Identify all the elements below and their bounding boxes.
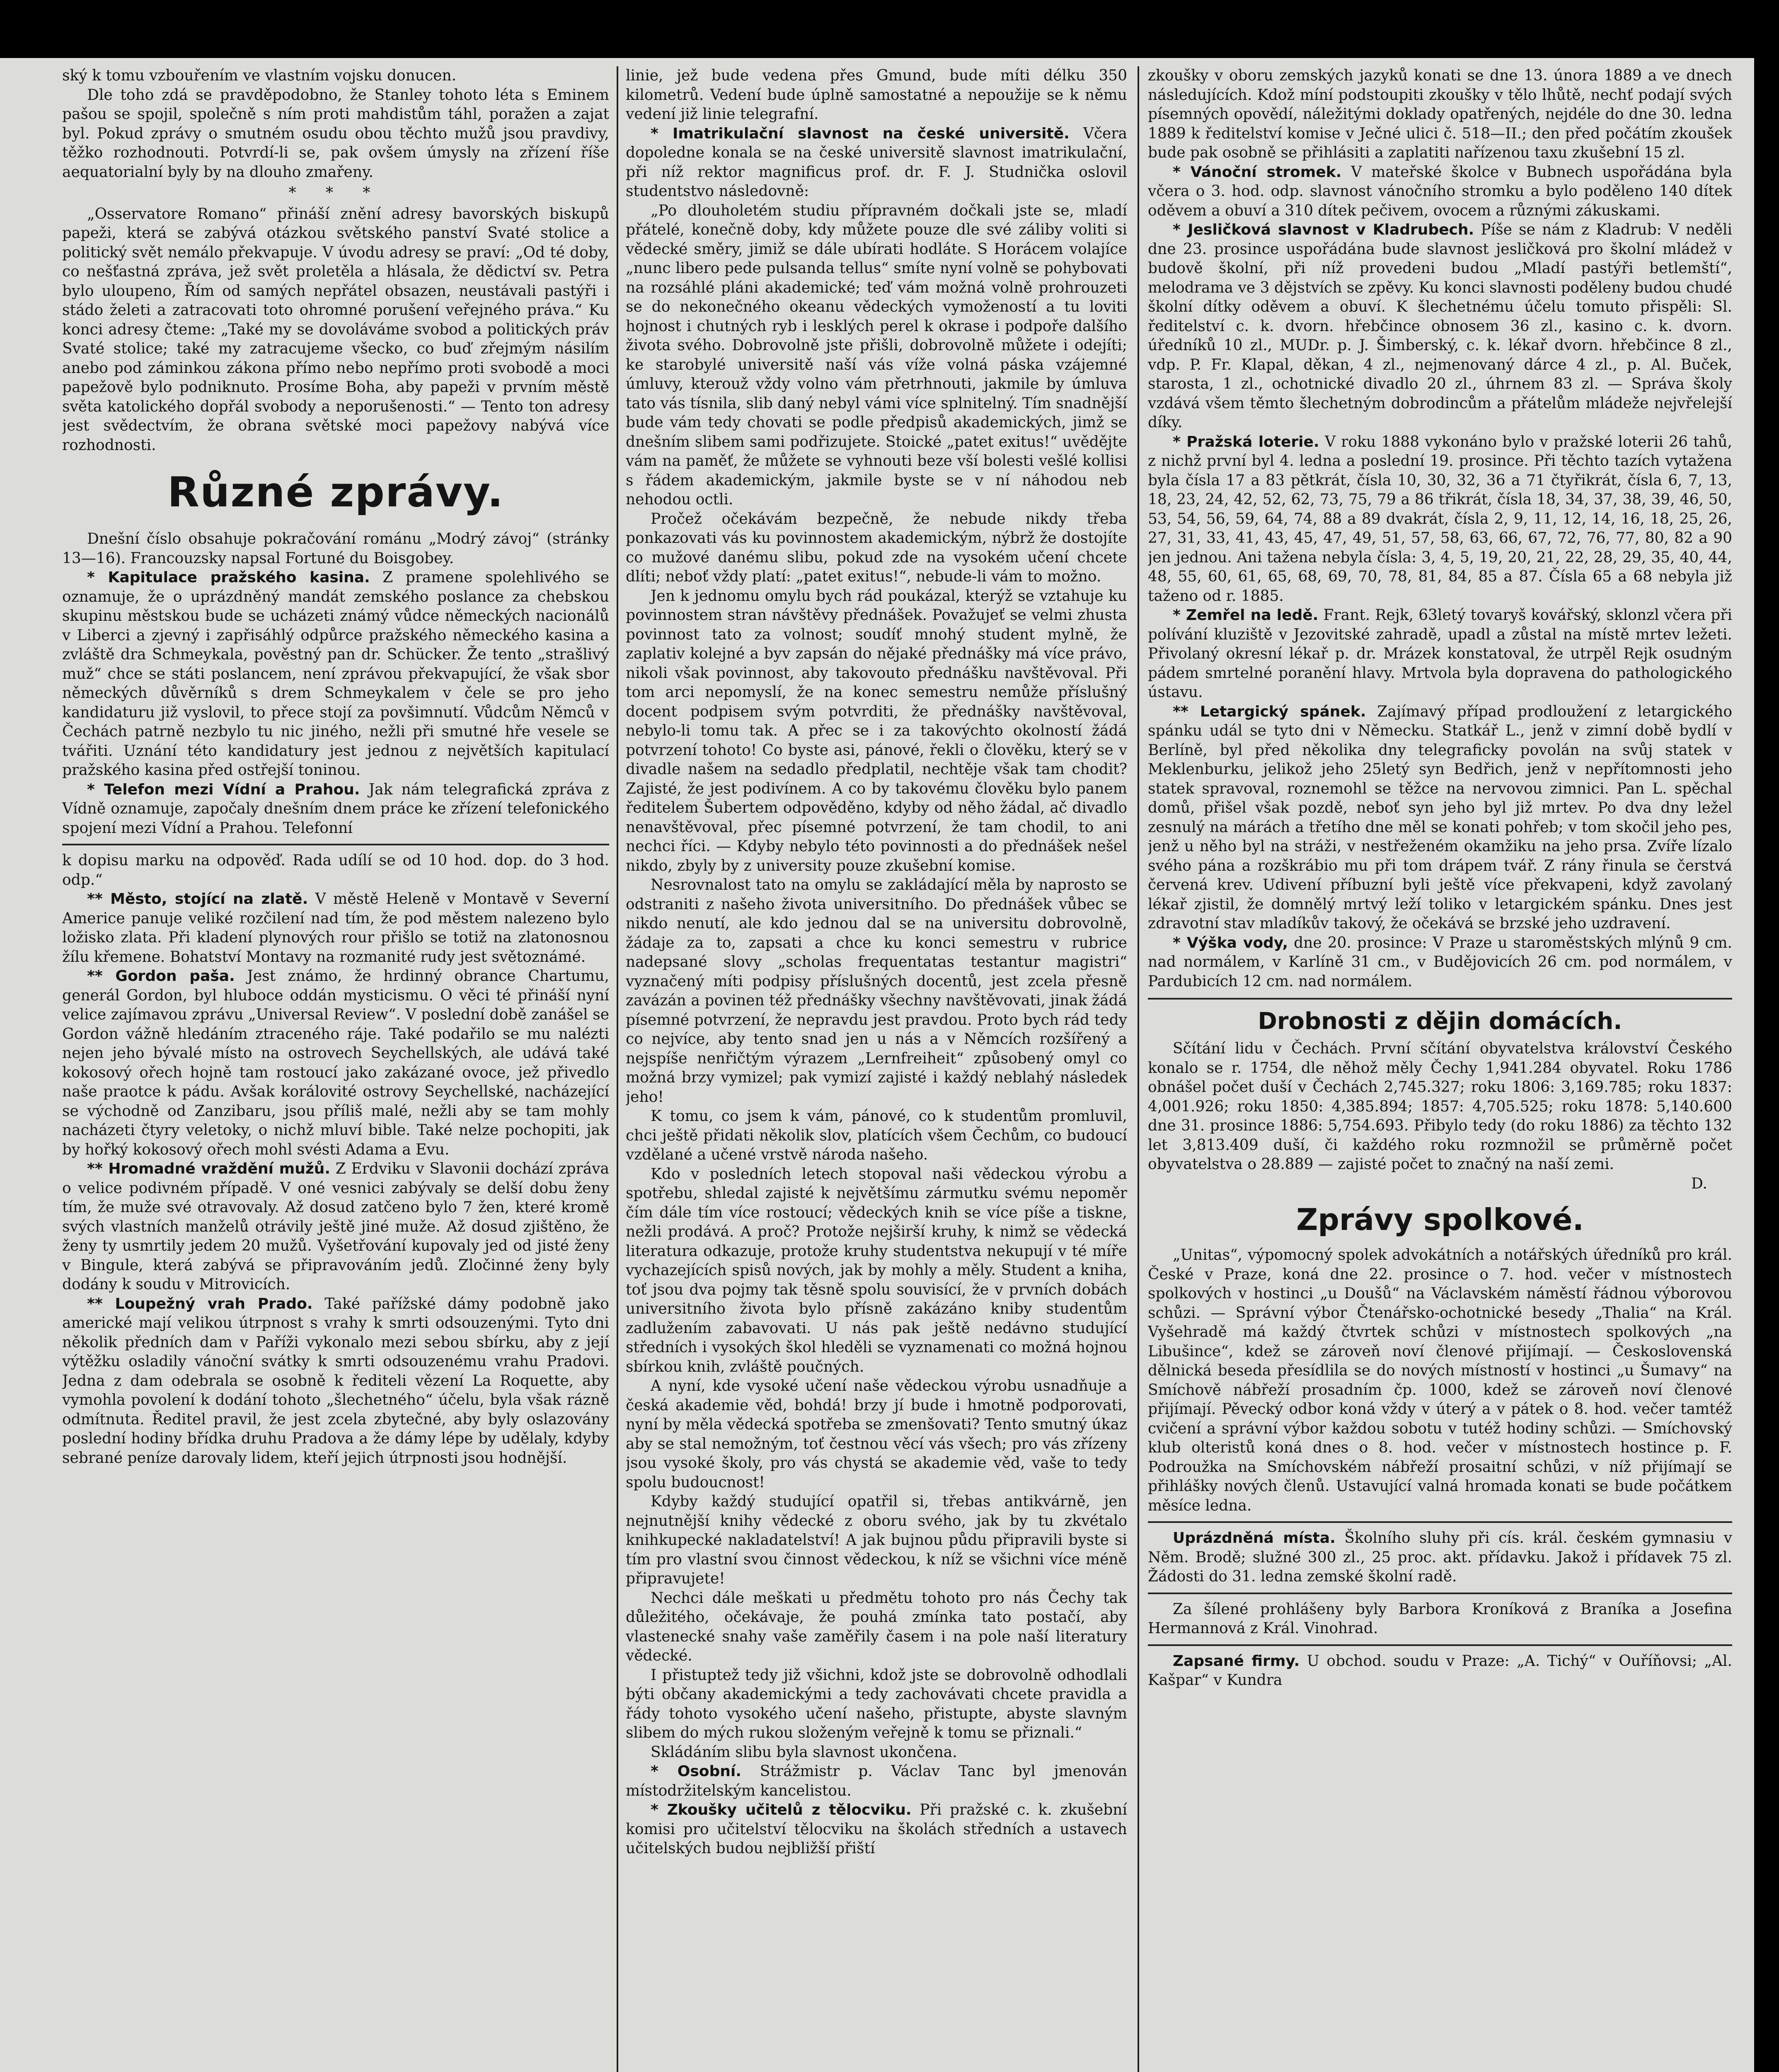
- section-heading: Zprávy spolkové.: [1296, 1202, 1584, 1237]
- news-item-title: ** Gordon paša.: [87, 968, 235, 985]
- news-item-title: * Kapitulace pražského kasina.: [87, 569, 370, 586]
- news-item: [1148, 220, 1732, 433]
- column-3: [1148, 66, 1732, 2072]
- news-item-title: * Vánoční stromek.: [1173, 163, 1342, 181]
- article-text: A nyní, kde vysoké učení naše vědeckou výrobu usnadňuje a česká akademie věd, bohdá! brzy jí bude i hmotně podporovati, nyní by měla vědecká spotřeba se zmenšovati? Tento smutný úkaz aby se stal nemožným, toť čestnou věcí vás všech; pro vás zřízeny jsou vysoké školy, pro vás chystá se akademie věd, vaše to tedy spolu budoucnost!: [626, 1377, 1127, 1491]
- news-item-text: V mateřské školce v Bubnech uspořádána byla včera o 3. hod. odp. slavnost vánočního stromku a bylo poděleno 140 dítek oděvem a obuví a 310 dítek pečivem, ovocem a různými zákuskami.: [1148, 163, 1732, 219]
- article-text: Kdo v posledních letech stopoval naši vědeckou výrobu a spotřebu, shledal zajisté k největšímu zármutku svému nepoměr čím dále tím více rostoucí; vědeckých knih se více píše a tiskne, nežli prodává. A proč? Protože nejširší kruhy, k nimž se vědecká literatura odkazuje, protože kruhy studentstva nekupují v té míře vychazejících spisů nových, jak by mohly a měly. Student a kniha, toť jsou dva pojmy tak těsně spolu souvisící, že v prvních dobách universitního života bylo přísně zakázáno kniby studentům zadlužením zabavovati. U nás pak ještě nedávno studující středních i vysokých škol hleděli se vyznamenati co možná hojnou sbírkou knih, zvláště poučných.: [626, 1165, 1127, 1375]
- news-item-title: * Zemřel na ledě.: [1173, 607, 1319, 624]
- article-text: Nesrovnalost tato na omylu se zakládající měla by naprosto se odstraniti z našeho života universitního. Do přednášek vůbec se nikdo nenutí, ale kdo jednou dal se na universitu dobrovolně, žádaje za to, zapsati a chce ku konci semestru v rubrice nadepsané slovy „scholas frequentatas testantur magistri“ vyznačený míti podpisy příslušných docentů, jest zcela přesně zavázán a povinen též přednášky všechny navštěvovati, jinak žádá písemné potvrzení, že nepravdu jest pravdou. Proto bych rád tedy co nejvíce, aby tento snad jen u nás a v Němcích rozšířený a nejspíše nenřičtým výrazem „Lernfreiheit“ způsobený omyl co možná brzy vymizel; pak vymizí zajisté i každý neblahý následek jeho!: [626, 876, 1127, 1106]
- news-item-text: Také pařížské dámy podobně jako americké mají velikou útrpnost s vrahy k smrti odsouzenými. Tyto dni několik předních dam v Paříži vykonalo mezi sebou sbírku, aby z její výtěžku osladily vánoční svátky k smrti odsouzenému vrahu Pradovi. Jedna z dam odebrala se osobně k řediteli vězení La Roquette, aby vymohla povolení k dodání tohoto „šlechetného“ účelu, byla však rázně odmítnuta. Ředitel pravil, že jest zcela zbytečné, aby byly oslazovány poslední hodiny břídka druhu Pradova a že dámy lépe by udělaly, kdyby sebrané peníze darovaly lidem, kteří jejich útrpnosti jsou hodnější.: [62, 1295, 609, 1467]
- scan-border-top: [0, 0, 1779, 58]
- article-text: Sčítání lidu v Čechách. První sčítání obyvatelstva království Českého konalo se r. 1754, dle něhož měly Čechy 1,941.284 obyvatel. Roku 1786 obnášel počet duší v Čechách 2,745.327; roku 1806: 3,169.785; roku 1837: 4,001.926; roku 1850: 4,385.894; 1857: 4,705.525; roku 1878: 5,140.600 dne 31. prosince 1886: 5,754.693. Přibylo tedy (do roku 1886) za těchto 132 let 3,813.409 duší, či každého roku rozmnožil se průměrně počet obyvatelstva o 28.889 — zajisté počet to značný na naší zemi.: [1148, 1040, 1732, 1173]
- news-item-title: * Výška vody,: [1173, 934, 1288, 951]
- news-item-text: Včera dopoledne konala se na české universitě slavnost imatrikulační, při níž rektor magnificus prof. dr. F. J. Studnička oslovil studentstvo následovně:: [626, 125, 1127, 200]
- news-item: [1148, 433, 1732, 606]
- news-item: [62, 568, 609, 780]
- article-text: „Po dlouholetém studiu přípravném dočkali jste se, mladí přátelé, konečně doby, kdy můžete pouze dle své záliby voliti si vědecké směry, jimiž se dále ubírati hodláte. S Horácem volajíce „nunc libero pede pulsanda tellus“ smíte nyní volně se pohybovati na rozsáhlé pláni akademické; teď vám možná volně prohrouzeti se do nekonečného okeanu vědeckých vymožeností a tu loviti hojnost i chutných ryb i lesklých perel k okrase i podpoře dalšího života svého. Dobrovolně jste přišli, dobrovolně můžete i odejíti; ke starobylé universitě naší vás víže volná páska vzájemné úmluvy, kterouž vždy volno vám přetrhnouti, jakmile by úmluva tato vás tísnila, slib daný nebyl vámi více splnitelný. Tím snadnější bude vám tedy chovati se podle předpisů akademických, jimž se dnešním slibem sami podřizujete. Stoické „patet exitus!“ uvědějte vám na paměť, že můžete se vyhnouti beze vší bolesti vešlé kollisi s řádem akademickým, jakmile byste se v ní náhodou neb nehodou octli.: [626, 202, 1127, 508]
- news-item-title: ** Město, stojící na zlatě.: [87, 891, 308, 908]
- column-rule-1: [617, 66, 618, 2072]
- separator-stars: * * *: [288, 184, 383, 201]
- news-item: [1148, 934, 1732, 992]
- article-text: Dnešní číslo obsahuje pokračování románu „Modrý závoj“ (stránky 13—16). Francouzsky napsal Fortuné du Boisgobey.: [62, 530, 609, 567]
- article-text: Za šílené prohlášeny byly Barbora Kroníková z Braníka a Josefina Hermannová z Král. Vinohrad.: [1148, 1600, 1732, 1637]
- news-item: [626, 124, 1127, 201]
- news-item: [62, 780, 609, 838]
- divider: [1148, 1593, 1732, 1594]
- news-item: [626, 1762, 1127, 1801]
- news-item-title: ** Letargický spánek.: [1173, 703, 1366, 720]
- news-item-title: Uprázdněná místa.: [1173, 1530, 1336, 1547]
- divider: [1148, 998, 1732, 1000]
- news-item-text: V městě Heleně v Montavě v Severní Americe panuje veliké rozčilení nad tím, že pod městem nalezeno bylo ložisko zlata. Při kladení plynových rour přišlo se totiž na zlatonosnou žílu křemene. Bohatství Montavy na rozmanité rudy jest světoznámé.: [62, 891, 609, 966]
- news-item: [1148, 1652, 1732, 1690]
- news-item: [62, 890, 609, 967]
- news-item-title: * Pražská loterie.: [1173, 433, 1319, 450]
- divider: [62, 844, 609, 845]
- news-item-title: * Imatrikulační slavnost na české universitě.: [651, 125, 1070, 142]
- column-2: [626, 66, 1127, 2072]
- news-item-text: Z Erdviku v Slavonii dochází zpráva o velice podivném případě. V oné vesnici zabývaly se delší dobu ženy tím, že muže své otravovaly. Až dosud zatčeno bylo 7 žen, které kromě svých vlastních manželů otrávily ještě jiné muže. Až dosud zjištěno, že ženy ty usmrtily jedem 20 mužů. Vyšetřování kupovaly jed od jisté ženy v Bingule, která zabývá se připravováním jedů. Zločinné ženy byly dodány k soudu v Mitrovicích.: [62, 1160, 609, 1293]
- column-1: [62, 66, 609, 2072]
- news-item: [1148, 702, 1732, 934]
- divider: [1148, 1644, 1732, 1646]
- news-item: [626, 1801, 1127, 1859]
- news-item-title: Zapsané firmy.: [1173, 1652, 1300, 1670]
- news-item-title: * Osobní.: [651, 1763, 741, 1780]
- news-item-text: Z pramene spolehlivého se oznamuje, že o uprázdněný mandát zemského poslance za chebskou skupinu městskou bude se ucházeti známý vůdce německých nacionálů v Liberci a zjevný i zapřisáhlý odpůrce pražského německého kasina a zvláště dra Schmeykala, pověstný pan dr. Schücker. Že tento „strašlivý muž“ chce se státi poslancem, není zprávou překvapující, že však sbor německých důvěrníků s drem Schmeykalem v čele se pro jeho kandidaturu již vyslovil, to přece stojí za povšimnutí. Vůdcům Němců v Čechách patrně nezbylo tu nic jiného, nežli při smutné hře vesele se tvářiti. Uznání této kandidatury jest jednou z největších kapitulací pražského kasina před ostřejší toninou.: [62, 569, 609, 779]
- article-text: K tomu, co jsem k vám, pánové, co k studentům promluvil, chci ještě přidati několik slov, platících všem Čechům, co budoucí vzdělané a učené vrstvě národa našeho.: [626, 1108, 1127, 1163]
- article-text: Jen k jednomu omylu bych rád poukázal, kterýž se vztahuje ku povinnostem stran návštěvy přednášek. Považujeť se velmi zhusta povinnost tato za volnost; soudíť mnohý student mylně, že zaplativ kolejné a byv zapsán do nějaké přednášky má více právo, nikoli však povinnost, aby takovouto přednášku navštěvoval. Při tom arci nepomyslí, že na konec semestru nemůže příslušný docent podpisem svým potvrditi, že přednášky navštěvoval, nebylo-li tomu tak. A přec se i za takovýchto okolností žádá potvrzení tohoto! Co byste asi, pánové, řekli o člověku, který se v divadle našem na sedadlo předplatil, nechtěje však tam chodit? Zajisté, že jest podivínem. A co by takovému člověku bylo panem ředitelem Šubertem odpověděno, kdyby od něho žádal, ač divadlo nenavštěvoval, přec písemné potvrzení, že tam chodil, to ani nechci říci. — Kdyby nebylo této povinnosti a do přednášek nešel nikdo, zbyly by z university pouze zkušební komise.: [626, 587, 1127, 874]
- article-text: Skládáním slibu byla slavnost ukončena.: [651, 1743, 957, 1761]
- news-item-text: Při pražské c. k. zkušební komisi pro učitelství tělocviku na školách středních a ustavech učitelských budou nejbližší přiští: [626, 1801, 1127, 1857]
- news-item-text: dne 20. prosince: V Praze u staroměstských mlýnů 9 cm. nad normálem, v Karlíně 31 cm., v Budějovicích 26 cm. pod normálem, v Pardubicích 12 cm. nad normálem.: [1148, 934, 1732, 990]
- divider: [1148, 1521, 1732, 1523]
- news-item-text: Zajímavý případ prodloužení z letargického spánku udál se tyto dni v Německu. Statkář L., jenž v zimní době bydlí v Berlíně, byl před několika dny telegraficky povolán na svůj statek v Meklenburku, jelikož jeho 25letý syn Bedřich, jenž v nepřítomnosti jeho statek spravoval, roznemohl se těžce na nervovou zimnici. Pan L. spěchal domů, přišel však pozdě, neboť syn jeho byl již mrtev. Po dva dny ležel zesnulý na márách a třetího dne měl se konati pohřeb; v tom skočil jeho pes, jenž u něho byl na stráži, v nestřeženém okamžiku na jeho prsa. Zvíře lízalo svého pána a rozškrábio mu při tom drápem tvář. Z rány řinula se čerstvá červená krev. Udivení příbuzní byli ještě více překvapeni, když zavolaný lékař zjistil, že domnělý mrtvý leží toliko v letargickém spánku. Dnes jest zdravotní stav mladíkův takový, že očekává se brzské jeho uzdravení.: [1148, 703, 1732, 932]
- article-text: Dle toho zdá se pravděpodobno, že Stanley tohoto léta s Eminem pašou se spojil, společně s ním proti mahdistům táhl, poražen a zajat byl. Pokud zprávy o smutném osudu obou těchto mužů jsou pravdivy, těžko rozhodnouti. Potvrdí-li se, pak ovšem úmysly na zřízení říše aequatorialní byly by na dlouho zmařeny.: [62, 86, 609, 181]
- article-text: „Osservatore Romano“ přináší znění adresy bavorských biskupů papeži, která se zabývá otázkou světského panství Svaté stolice a politický svět nemálo překvapuje. V úvodu adresy se praví: „Od té doby, co nešťastná zpráva, jež svět proletěla a hlásala, že dědictví sv. Petra bylo uloupeno, Řím od samých nepřátel obsazen, neustávali pastýři i stádo želeti a zatracovati toto ohromné porušení veřejného práva.“ Ku konci adresy čteme: „Také my se dovoláváme svobod a politických práv Svaté stolice; také my zatracujeme všecko, co buď zřejmým násilím anebo pod záminkou zákona přímo nebo nepřímo proti svobodě a moci papežově bylo podniknuto. Prosíme Boha, aby papeži v prvním městě světa katolického dopřál svobody a neporušenosti.“ — Tento ton adresy jest svědectvím, že obrana světské moci papežovy nabývá více rozhodnosti.: [62, 205, 609, 454]
- news-item-text: Strážmistr p. Václav Tanc byl jmenován místodržitelským kancelistou.: [626, 1763, 1127, 1799]
- article-text: I přistuptež tedy již všichni, kdož jste se dobrovolně odhodlali býti občany akademickými a tedy zachovávati chcete pravidla a řády tohoto vysokého učení našeho, přistupte, abyste slavným slibem do mých rukou složeným veřejně k tomu se přiznali.“: [626, 1666, 1127, 1741]
- article-text: zkoušky v oboru zemských jazyků konati se dne 13. února 1889 a ve dnech následujících. Kdož míní podstoupiti zkoušky v tělo lhůtě, nechť podají svých písemných opovědí, náležitými doklady opatřených, nejdéle do dne 30. ledna 1889 k ředitelství komise v Ječné ulici č. 518—II.; den před počátím zkoušek bude pak osobně se přihlásiti a zaplatiti nařízenou taxu zkušební 15 zl.: [1148, 67, 1732, 161]
- news-item-title: * Zkoušky učitelů z tělocviku.: [651, 1801, 912, 1818]
- news-item: [62, 1159, 609, 1295]
- news-item-title: * Jesličková slavnost v Kladrubech.: [1173, 221, 1474, 238]
- scan-border-right: [1754, 0, 1779, 2072]
- article-text: k dopisu marku na odpověď. Rada udílí se od 10 hod. dop. do 3 hod. odp.“: [62, 852, 609, 888]
- signature: D.: [1691, 1175, 1707, 1192]
- news-item: [1148, 606, 1732, 702]
- article-text: linie, jež bude vedena přes Gmund, bude míti délku 350 kilometrů. Vedení bude úplně samostatné a nepoužije se k němu vedení již linie telegrafní.: [626, 67, 1127, 123]
- column-rule-2: [1138, 66, 1139, 2072]
- article-text: Pročež očekávám bezpečně, že nebude nikdy třeba ponkazovati vás ku povinnostem akademickým, nýbrž že dostojíte co mužové danému slibu, pokud zde na vysokém učení chcete dlíti; neboť vždy platí: „patet exitus!“, nebude-li vám to možno.: [626, 510, 1127, 585]
- news-item-title: ** Loupežný vrah Prado.: [87, 1295, 313, 1312]
- news-item-text: Jest známo, že hrdinný obrance Chartumu, generál Gordon, byl hluboce oddán mysticismu. O věci té přináší nyní velice zajímavou zprávu „Universal Review“. V poslední době zanášel se Gordon vážně hledáním ztraceného ráje. Také podařilo se mu nalézti nejen jeho bývalé místo na ostrovech Seychellských, ale udává také kokosový ořech hojně tam rostoucí jako zakázané ovoce, jež přivedlo naše praotce k pádu. Avšak korálovité ostrovy Seychellské, nacházející se východně od Zanzibaru, jsou příliš malé, nežli aby se tam mohly nacházeti čtyry veletoky, o nichž mluví bible. Také nelze pochopiti, jak by hořký kokosový ořech mohl svésti Adama a Evu.: [62, 968, 609, 1158]
- news-item-title: ** Hromadné vraždění mužů.: [87, 1160, 331, 1177]
- news-item-text: Píše se nám z Kladrub: V neděli dne 23. prosince uspořádána bude slavnost jesličková pro školní mládež v budově školní, při níž provedeni budou „Mladí pastýři betlemští“, melodrama ve 3 dějstvích se zpěvy. Ku konci slavnosti poděleny budou chudé školní dítky oděvem a obuví. K šlechetnému účelu tomuto přispěli: Sl. ředitelství c. k. dvorn. hřebčince obnosem 36 zl., kasino c. k. dvorn. úředníků 10 zl., MUDr. p. J. Šimberský, c. k. lékař dvorn. hřebčince 8 zl., vdp. P. Fr. Klapal, děkan, 4 zl., nejmenovaný dárce 4 zl., p. Al. Buček, starosta, 1 zl., ochotnické divadlo 20 zl., úhrnem 83 zl. — Správa školy vzdává všem těmto šlechetným dobrodincům a přátelům mládeže nejvřelejší díky.: [1148, 221, 1732, 431]
- article-text: ský k tomu vzbouřením ve vlastním vojsku donucen.: [62, 67, 457, 84]
- news-item-title: * Telefon mezi Vídní a Prahou.: [87, 781, 360, 798]
- news-item: [1148, 1529, 1732, 1587]
- article-text: „Unitas“, výpomocný spolek advokátních a notářských úředníků pro král. České v Praze, koná dne 22. prosince o 7. hod. večer v místnostech spolkových v hostinci „u Doušů“ na Václavském náměstí řádnou výborovou schůzi. — Správní výbor Čtenářsko-ochotnické besedy „Thalia“ na Král. Vyšehradě má každý čtvrtek schůzi v místnostech spolkových „na Libušince“, kdež se zároveň noví členové přijímají. — Československá dělnická beseda přesídlila se do nových místností v hostinci „u Šumavy“ na Smíchově nábřeží prosadním čp. 1000, kdež se zároveň noví členové přijímají. Pěvecký odbor koná vždy v úterý a v pátek o 8. hod. večer tamtéž cvičení a správní výbor každou sobotu v tutéž hodiny schůzi. — Smíchovský klub olteristů koná dnes o 8. hod. večer v místnostech hostince p. F. Podroužka na Smíchovském nábřeží prosaitní schůzi, v níž přijímají se přihlášky nových členů. Ustavující valná hromada konati se bude počátkem měsíce ledna.: [1148, 1247, 1732, 1514]
- news-item-text: Jak nám telegrafická zpráva z Vídně oznamuje, započaly dnešním dnem práce ke zřízení telefonického spojení mezi Vídní a Prahou. Telefonní: [62, 781, 609, 837]
- news-item-text: Školního sluhy při cís. král. českém gymnasiu v Něm. Brodě; služné 300 zl., 25 proc. akt. přídavku. Jakož i přídavek 75 zl. Žádosti do 31. ledna zemské školní radě.: [1148, 1530, 1732, 1585]
- section-heading: Různé zprávy.: [167, 468, 504, 516]
- news-item: [62, 1295, 609, 1468]
- news-item-text: Frant. Rejk, 63letý tovaryš kovářský, sklonzl včera při polívání kluziště v Jezovitské zahradě, upadl a zůstal na místě mrtev ležeti. Přivolaný okresní lékař p. dr. Mrázek konstatoval, že utrpěl Rejk osudným pádem smrtelné poranění hlavy. Mrtvola byla dopravena do pathologického ústavu.: [1148, 607, 1732, 701]
- section-heading: Drobnosti z dějin domácích.: [1258, 1008, 1622, 1035]
- news-item-text: U obchod. soudu v Praze: „A. Tichý“ v Ouříňovsi; „Al. Kašpar“ v Kundra: [1148, 1652, 1732, 1689]
- news-item: [62, 967, 609, 1159]
- article-text: Nechci dále meškati u předmětu tohoto pro nás Čechy tak důležitého, očekávaje, že pouhá zmínka tato postačí, aby vlastenecké snahy vaše zaměřily časem i na pole naší literatury vědecké.: [626, 1589, 1127, 1664]
- article-text: Kdyby každý studující opatřil si, třebas antikvárně, jen nejnutnější knihy vědecké z oboru svého, jak by tu zkvétalo knihkupecké nakladatelství! A jak bujnou půdu připravili byste si tím pro vlastní svou činnost vědeckou, k níž se všichni více méně připravujete!: [626, 1493, 1127, 1587]
- news-item: [1148, 163, 1732, 221]
- news-item-text: V roku 1888 vykonáno bylo v pražské loterii 26 tahů, z nichž první byl 4. ledna a poslední 19. prosince. Při těchto tazích vytažena byla čísla 17 a 83 pětkrát, čísla 10, 30, 32, 36 a 71 čtyřikrát, čísla 6, 7, 13, 18, 23, 24, 42, 52, 62, 73, 75, 79 a 86 třikrát, čísla 18, 34, 37, 38, 39, 46, 50, 53, 54, 56, 59, 64, 74, 88 a 89 dvakrát, čísla 2, 9, 11, 12, 14, 16, 18, 25, 26, 27, 31, 33, 41, 43, 45, 47, 49, 51, 57, 58, 63, 66, 67, 72, 76, 77, 80, 82 a 90 jen jednou. Ani tažena nebyla čísla: 3, 4, 5, 19, 20, 21, 22, 28, 29, 35, 40, 44, 48, 55, 60, 61, 65, 68, 69, 70, 78, 81, 84, 85 a 87. Čísla 65 a 68 nebyla již taženo od r. 1885.: [1148, 433, 1732, 605]
